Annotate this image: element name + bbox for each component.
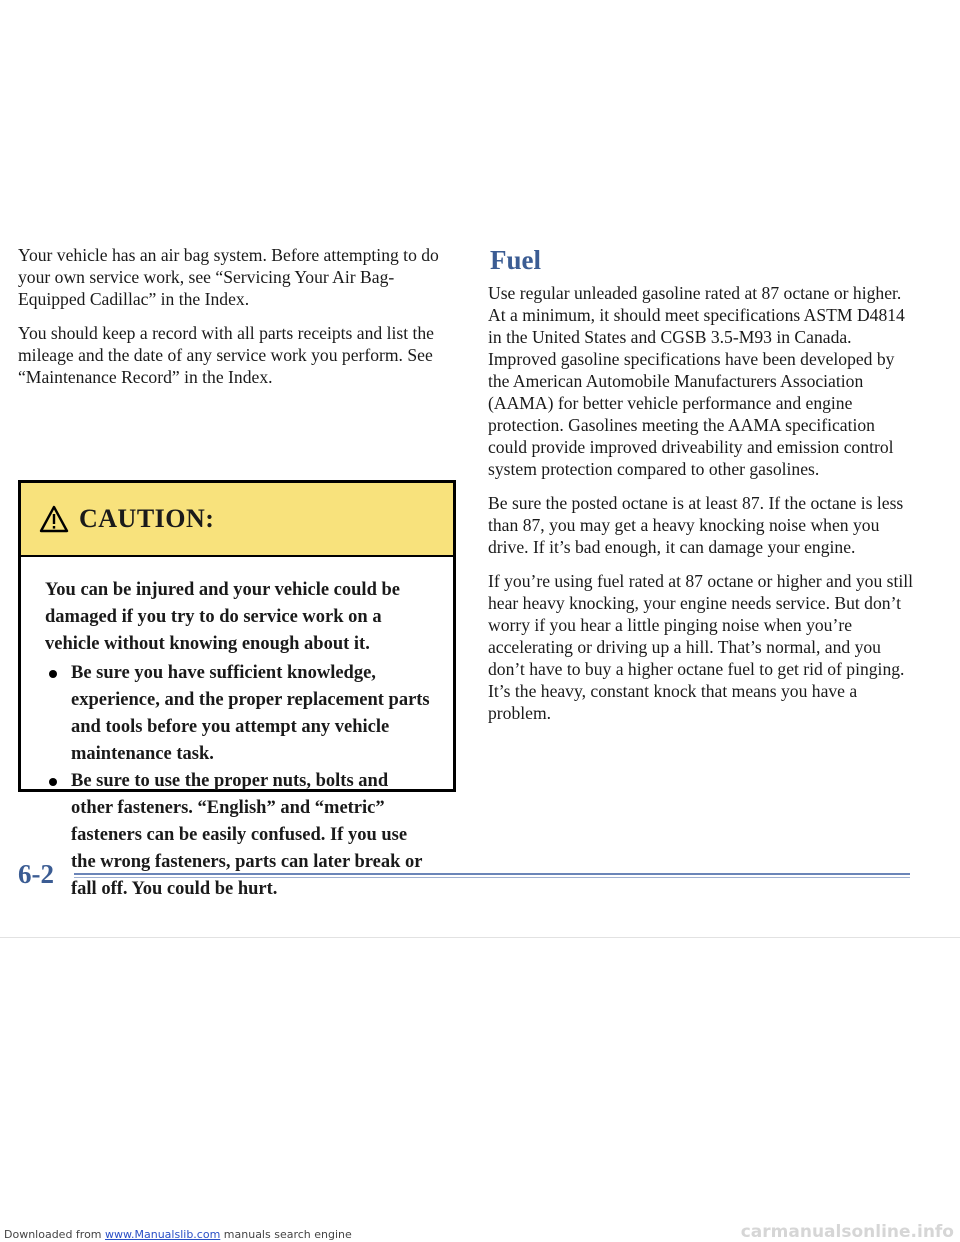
right-column — [488, 244, 918, 736]
bullet-icon — [49, 670, 57, 678]
caution-body — [21, 557, 453, 903]
fuel-paragraph-octane: Be sure the posted octane is at least 87. If the octane is less than 87, you may get a heavy knocking noise when you drive. If it’s bad enough, it can damage your engine. — [488, 493, 904, 557]
download-suffix: manuals search engine — [220, 1228, 352, 1241]
watermark: carmanualsonline.info — [740, 1222, 954, 1242]
footer-rule — [74, 873, 910, 875]
warning-triangle-icon — [39, 505, 69, 533]
bullet-icon — [49, 778, 57, 786]
intro-paragraph-records: You should keep a record with all parts receipts and list the mileage and the date of any service work you perform. See “Maintenance Record” in the Index. — [18, 323, 434, 387]
page-number: 6-2 — [18, 859, 54, 889]
scan-edge-line — [0, 937, 960, 938]
left-column — [18, 244, 458, 400]
caution-item-text: Be sure you have sufficient knowledge, experience, and the proper replacement parts and tools before you attempt any vehicle maintenance task. — [71, 663, 430, 764]
manualslib-link[interactable]: www.Manualslib.com — [105, 1228, 221, 1241]
bottom-margin — [0, 1072, 960, 1242]
caution-intro: You can be injured and your vehicle could be damaged if you try to do service work on a vehicle without knowing enough about it. — [45, 580, 400, 654]
caution-title: CAUTION: — [79, 504, 215, 533]
caution-item — [45, 768, 433, 903]
caution-item — [45, 660, 433, 768]
caution-item-text: Be sure to use the proper nuts, bolts and other fasteners. “English” and “metric” fasteners can be easily confused. If you use the wrong fasteners, parts can later break or fall off. You could be hurt. — [71, 771, 423, 899]
intro-paragraph-air-bag: Your vehicle has an air bag system. Before attempting to do your own service work, see “Servicing Your Air Bag-Equipped Cadillac” in the Index. — [18, 245, 439, 309]
download-prefix: Downloaded from — [4, 1228, 106, 1241]
section-heading-fuel: Fuel — [490, 245, 541, 275]
caution-list — [45, 660, 433, 903]
caution-header — [21, 483, 453, 557]
fuel-paragraph-specs: Use regular unleaded gasoline rated at 87 octane or higher. At a minimum, it should meet specifications ASTM D4814 in the United States and CGSB 3.5-M93 in Canada. Improved gasoline specifications have been developed by the American Automobile Manufacturers Association (AAMA) for better vehicle performance and engine protection. Gasolines meeting the AAMA specification could provide improved driveability and emission control system protection compared to other gasolines. — [488, 283, 905, 479]
download-footer — [4, 1228, 352, 1241]
footer-rule-thin — [74, 877, 910, 878]
fuel-paragraph-knocking: If you’re using fuel rated at 87 octane or higher and you still hear heavy knocking, your engine needs service. But don’t worry if you hear a little pinging noise when you’re accelerating or driving up a hill. That’s normal, and you don’t have to buy a higher octane fuel to get rid of pinging. It’s the heavy, constant knock that means you have a problem. — [488, 571, 914, 723]
